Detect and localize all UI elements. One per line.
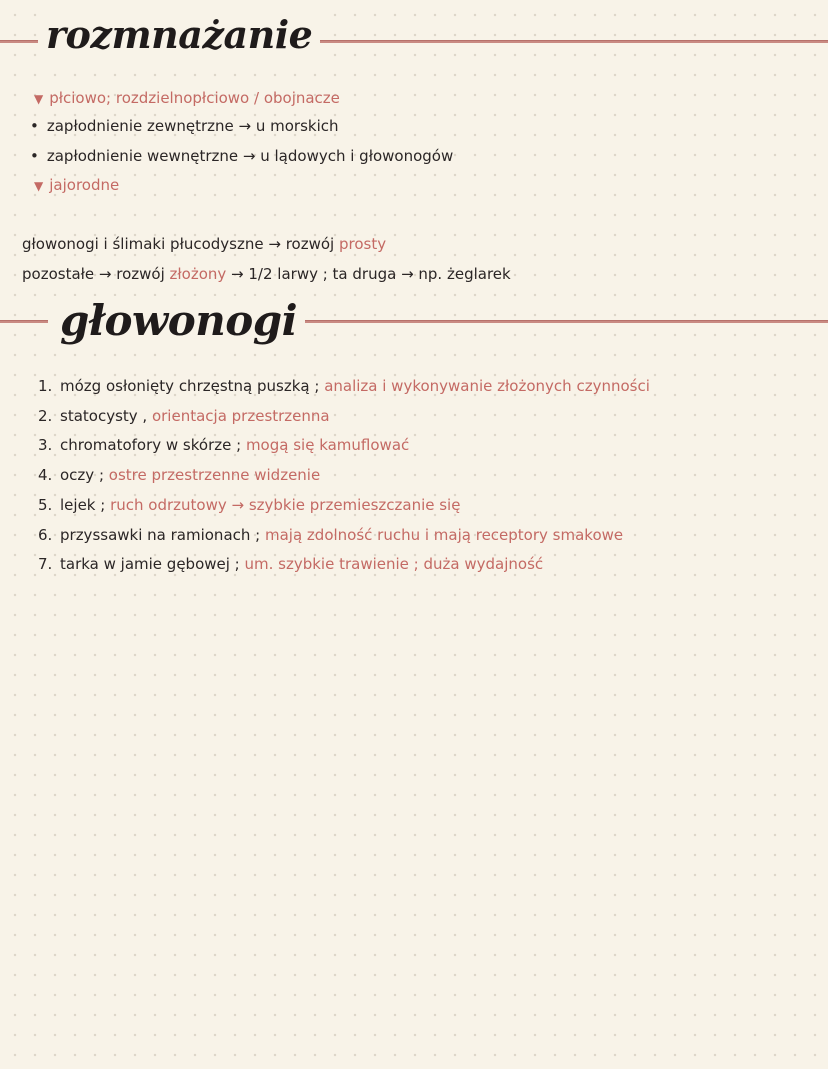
list-item-function: um. szybkie trawienie ; duża wydajność: [239, 555, 544, 574]
arrow-down-icon: ▼: [34, 92, 44, 106]
list-item: [38, 435, 409, 455]
line-rozwoj-prosty: głowonogi i ślimaki płucodyszne → rozwój prosty: [22, 235, 387, 253]
list-item-feature: oczy ;: [60, 466, 104, 485]
list-item-function: mogą się kamuflować: [241, 436, 410, 455]
list-item: [38, 554, 543, 574]
list-item-number: 3.: [38, 436, 53, 455]
line-plciowo: ▼ płciowo; rozdzielnopłciowo / obojnacze: [34, 89, 340, 107]
list-item-function: analiza i wykonywanie złożonych czynności: [319, 377, 650, 395]
list-item: [38, 495, 460, 515]
list-item: [38, 406, 330, 426]
list-item-function: ruch odrzutowy → szybkie przemieszczanie się: [105, 495, 461, 514]
arrow-down-icon: ▼: [34, 179, 44, 193]
list-item: [38, 465, 320, 485]
list-item-number: 1.: [38, 377, 53, 395]
list-item-feature: chromatofory w skórze ;: [60, 436, 242, 455]
bullet-icon: •: [30, 147, 39, 165]
line-rozwoj-zlozony: pozostałe → rozwój złożony → 1/2 larwy ; ta druga → np. żeglarek: [22, 265, 511, 283]
list-item-function: ostre przestrzenne widzenie: [104, 466, 321, 485]
list-item-number: 7.: [38, 555, 53, 574]
list-item-function: orientacja przestrzenna: [147, 406, 330, 425]
line-zaplodnienie-wewnetrzne: • zapłodnienie wewnętrzne → u lądowych i głowonogów: [30, 147, 454, 165]
list-item-number: 5.: [38, 495, 53, 514]
list-item-feature: tarka w jamie gębowej ;: [60, 555, 240, 574]
list-item-function: mają zdolność ruchu i mają receptory smakowe: [260, 525, 624, 544]
line-jajorodne: ▼ jajorodne: [34, 176, 120, 194]
list-item-number: 2.: [38, 406, 53, 425]
list-item: [38, 376, 650, 396]
list-item-number: 6.: [38, 525, 53, 544]
list-item-feature: lejek ;: [60, 495, 106, 514]
section-title-rozmnazanie: rozmnażanie: [38, 12, 320, 57]
section-title-glowonogi: głowonogi: [52, 296, 305, 345]
line-zaplodnienie-zewnetrzne: • zapłodnienie zewnętrzne → u morskich: [30, 117, 339, 135]
list-item-feature: mózg osłonięty chrzęstną puszką ;: [60, 377, 320, 395]
list-item-number: 4.: [38, 466, 53, 485]
list-item-feature: przyssawki na ramionach ;: [60, 525, 261, 544]
bullet-icon: •: [30, 117, 39, 135]
list-item: [38, 525, 623, 545]
list-item-feature: statocysty ,: [60, 406, 148, 425]
